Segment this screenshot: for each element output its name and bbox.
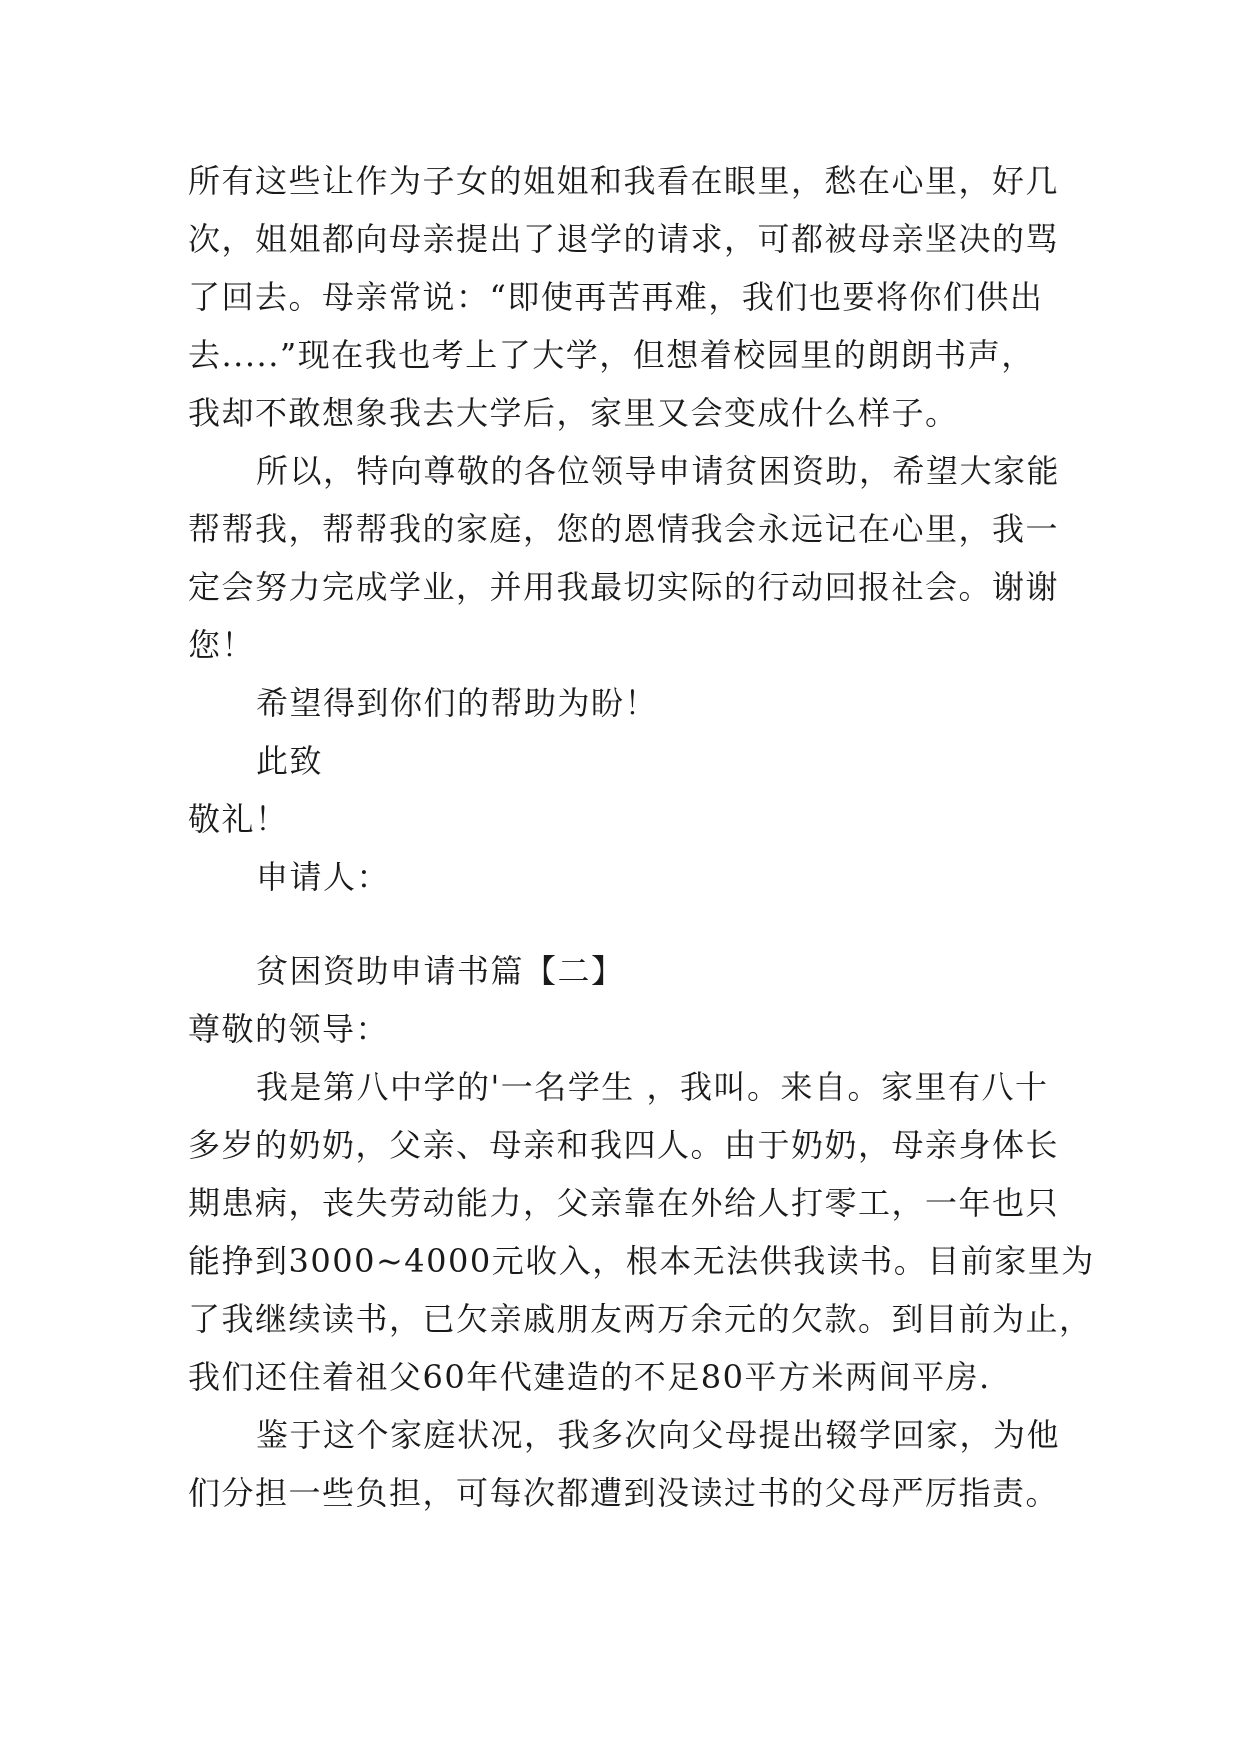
paragraph-line: 帮帮我，帮帮我的家庭，您的恩情我会永远记在心里，我一: [188, 510, 1060, 548]
paragraph-line: 次，姐姐都向母亲提出了退学的请求，可都被母亲坚决的骂: [188, 220, 1060, 258]
paragraph-line: 能挣到3000~4000元收入，根本无法供我读书。目前家里为: [188, 1242, 1095, 1280]
paragraph-line: 们分担一些负担，可每次都遭到没读过书的父母严厉指责。: [188, 1474, 1060, 1512]
paragraph-line: 所有这些让作为子女的姐姐和我看在眼里，愁在心里，好几: [188, 162, 1060, 200]
paragraph-line: 鉴于这个家庭状况，我多次向父母提出辍学回家，为他: [256, 1416, 1061, 1454]
paragraph-line: 我是第八中学的'一名学生 ，我叫。来自。家里有八十: [256, 1068, 1049, 1106]
closing-line: 此致: [256, 742, 324, 780]
paragraph-line: 去.....”现在我也考上了大学，但想着校园里的朗朗书声，: [188, 336, 1035, 374]
section-title: 贫困资助申请书篇【二】: [256, 952, 625, 990]
paragraph-line: 了回去。母亲常说：“即使再苦再难，我们也要将你们供出: [188, 278, 1044, 316]
paragraph-line: 期患病，丧失劳动能力，父亲靠在外给人打零工，一年也只: [188, 1184, 1060, 1222]
paragraph-line: 了我继续读书，已欠亲戚朋友两万余元的欠款。到目前为止，: [188, 1300, 1093, 1338]
paragraph-line: 您！: [188, 626, 256, 664]
applicant-label: 申请人：: [256, 858, 391, 896]
closing-line: 敬礼！: [188, 800, 289, 838]
paragraph-line: 多岁的奶奶，父亲、母亲和我四人。由于奶奶，母亲身体长: [188, 1126, 1060, 1164]
closing-line: 希望得到你们的帮助为盼！: [256, 684, 659, 722]
paragraph-line: 我们还住着祖父60年代建造的不足80平方米两间平房.: [188, 1358, 991, 1396]
paragraph-line: 所以，特向尊敬的各位领导申请贫困资助，希望大家能: [256, 452, 1061, 490]
paragraph-line: 定会努力完成学业，并用我最切实际的行动回报社会。谢谢: [188, 568, 1060, 606]
salutation: 尊敬的领导：: [188, 1010, 390, 1048]
paragraph-line: 我却不敢想象我去大学后，家里又会变成什么样子。: [188, 394, 959, 432]
